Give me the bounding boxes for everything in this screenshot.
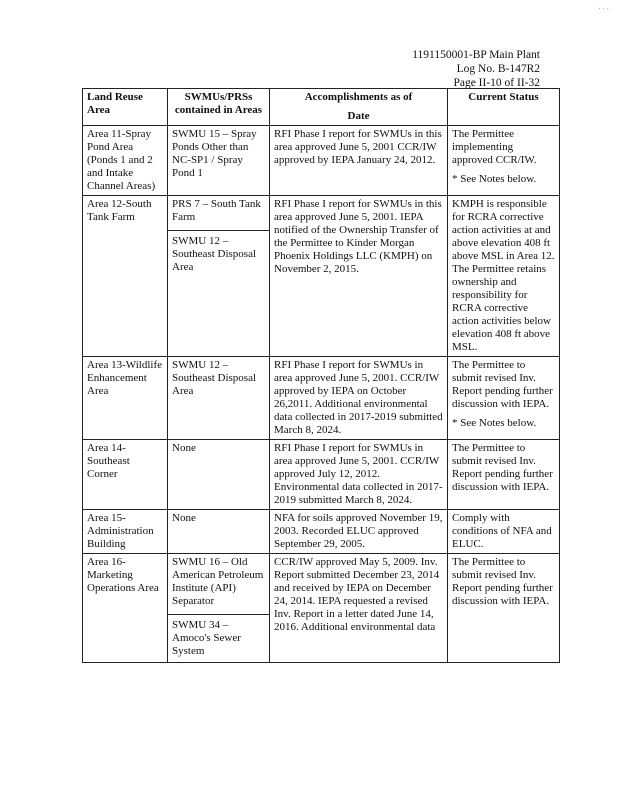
land-reuse-table	[82, 88, 560, 663]
corner-mark: ...	[597, 4, 610, 12]
cell-area: Area 11-Spray Pond Area (Ponds 1 and 2 and Intake Channel Areas)	[83, 126, 168, 196]
cell-status	[448, 554, 560, 663]
table-row	[83, 126, 560, 196]
table-body	[83, 126, 560, 663]
column-header-status: Current Status	[448, 89, 560, 126]
cell-status	[448, 357, 560, 440]
swmu-entry: None	[172, 512, 196, 524]
cell-swmus	[168, 196, 270, 357]
permit-number: 1191150001-BP Main Plant	[412, 49, 540, 61]
table-row	[83, 196, 560, 357]
cell-swmus	[168, 440, 270, 510]
status-text: The Permittee implementing approved CCR/IW.	[452, 128, 537, 166]
status-text: The Permittee to submit revised Inv. Report pending further discussion with IEPA.	[452, 556, 553, 607]
accomplishments-header-line2: Date	[347, 110, 370, 122]
cell-status	[448, 440, 560, 510]
column-header-accomplishments	[270, 89, 448, 126]
swmu-entry: SWMU 16 – Old American Petroleum Institute (API) Separator	[172, 556, 264, 607]
cell-area: Area 14-Southeast Corner	[83, 440, 168, 510]
cell-swmus	[168, 357, 270, 440]
table-row	[83, 440, 560, 510]
cell-area: Area 13-Wildlife Enhancement Area	[83, 357, 168, 440]
cell-accomplishments: RFI Phase I report for SWMUs in this area approved June 5, 2001 CCR/IW approved by IEPA January 24, 2012.	[270, 126, 448, 196]
swmu-entry: None	[172, 442, 196, 454]
cell-accomplishments: RFI Phase I report for SWMUs in area approved June 5, 2001. CCR/IW approved July 12, 2012. Environmental data collected in 2017-2019 submitted March 8, 2024.	[270, 440, 448, 510]
cell-accomplishments: RFI Phase I report for SWMUs in area approved June 5, 2001. CCR/IW approved by IEPA on October 26,2011. Additional environmental data collected in 2017-2019 submitted March 8, 2024.	[270, 357, 448, 440]
status-text: The Permittee to submit revised Inv. Report pending further discussion with IEPA.	[452, 442, 553, 493]
table-row	[83, 510, 560, 554]
cell-area: Area 16-Marketing Operations Area	[83, 554, 168, 663]
swmu-entry: PRS 7 – South Tank Farm	[172, 198, 261, 223]
cell-status	[448, 510, 560, 554]
cell-swmus	[168, 126, 270, 196]
status-note: * See Notes below.	[452, 173, 537, 185]
table-row	[83, 554, 560, 663]
column-header-swmus: SWMUs/PRSs contained in Areas	[168, 89, 270, 126]
table-header-row	[83, 89, 560, 126]
cell-accomplishments: CCR/IW approved May 5, 2009. Inv. Report submitted December 23, 2014 and received by IEPA on December 24, 2014. IEPA requested a revised Inv. Report in a letter dated June 14, 2016. Additional environmental data	[270, 554, 448, 663]
log-number: Log No. B-147R2	[456, 63, 540, 75]
cell-accomplishments: NFA for soils approved November 19, 2003. Recorded ELUC approved September 29, 2005.	[270, 510, 448, 554]
page-number: Page II-10 of II-32	[453, 77, 540, 89]
swmu-entry: SWMU 12 – Southeast Disposal Area	[168, 230, 269, 276]
table-row	[83, 357, 560, 440]
cell-status	[448, 126, 560, 196]
swmu-entry: SWMU 34 – Amoco's Sewer System	[168, 614, 269, 660]
column-header-area: Land Reuse Area	[83, 89, 168, 126]
swmu-entry: SWMU 12 – Southeast Disposal Area	[172, 359, 257, 397]
cell-area: Area 15-Administration Building	[83, 510, 168, 554]
cell-swmus	[168, 554, 270, 663]
cell-area: Area 12-South Tank Farm	[83, 196, 168, 357]
swmu-entry: SWMU 15 – Spray Ponds Other than NC-SP1 / Spray Pond 1	[172, 128, 257, 179]
status-note: * See Notes below.	[452, 417, 537, 429]
accomplishments-header-line1: Accomplishments as of	[304, 91, 413, 103]
cell-status	[448, 196, 560, 357]
cell-swmus	[168, 510, 270, 554]
status-text: Comply with conditions of NFA and ELUC.	[452, 512, 552, 550]
cell-accomplishments: RFI Phase I report for SWMUs in this area approved June 5, 2001. IEPA notified of the Ownership Transfer of the Permittee to Kinder Morgan Phoenix Holdings LLC (KMPH) on November 2, 2015.	[270, 196, 448, 357]
status-text: The Permittee to submit revised Inv. Report pending further discussion with IEPA.	[452, 359, 553, 410]
status-text: KMPH is responsible for RCRA corrective action activities at and above elevation 408 ft above MSL in Area 12. The Permittee retains ownership and responsibility for RCRA corrective action activities below elevation 408 ft above MSL.	[452, 198, 555, 353]
document-header	[412, 48, 540, 90]
